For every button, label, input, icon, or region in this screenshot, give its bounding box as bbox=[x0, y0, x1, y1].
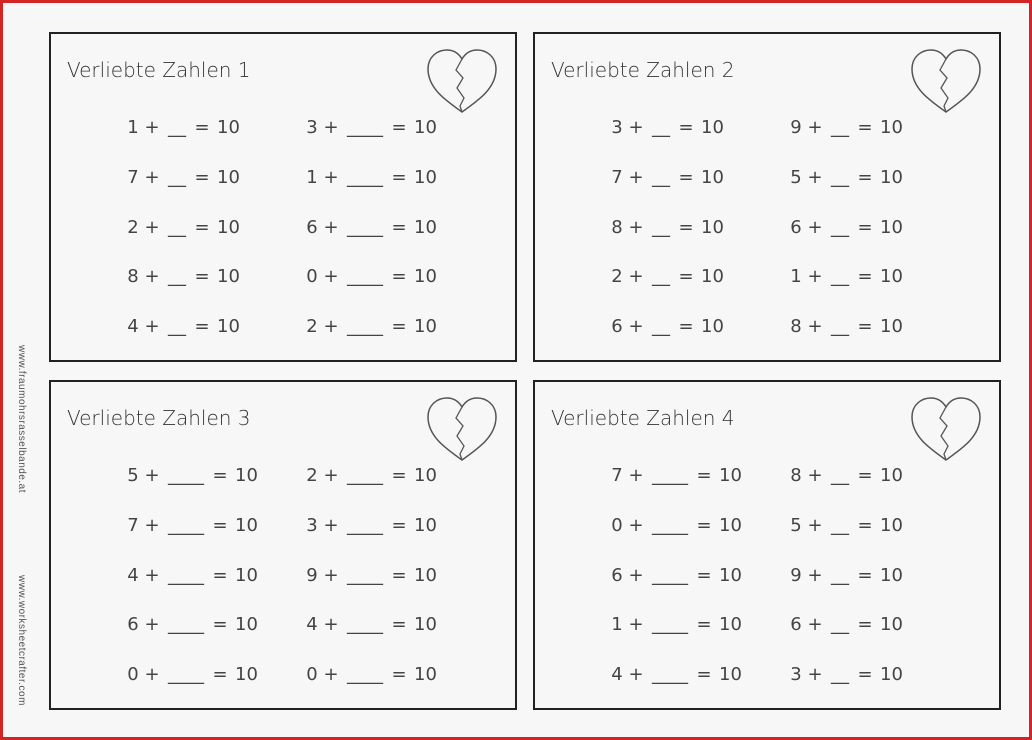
answer-blank[interactable]: ____ bbox=[652, 465, 688, 486]
answer-blank[interactable]: ____ bbox=[652, 614, 688, 636]
sum-value: 10 bbox=[880, 316, 903, 338]
answer-blank[interactable]: ____ bbox=[168, 465, 204, 486]
equation-row bbox=[609, 114, 731, 164]
equation-column-left bbox=[609, 114, 731, 363]
equation-row bbox=[125, 313, 247, 363]
addend: 1 bbox=[790, 266, 802, 288]
equals-sign: = bbox=[678, 266, 694, 288]
answer-blank[interactable]: __ bbox=[652, 166, 670, 188]
equation-row bbox=[788, 661, 910, 711]
addend: 7 bbox=[611, 465, 623, 486]
answer-blank[interactable]: ____ bbox=[347, 614, 383, 636]
equation-row bbox=[609, 611, 749, 661]
addend: 4 bbox=[127, 316, 139, 338]
addend: 2 bbox=[611, 266, 623, 288]
equation-row bbox=[788, 263, 910, 313]
sum-value: 10 bbox=[414, 216, 437, 238]
plus-sign: + bbox=[323, 514, 339, 536]
plus-sign: + bbox=[144, 166, 160, 188]
plus-sign: + bbox=[807, 117, 823, 138]
sum-value: 10 bbox=[719, 465, 742, 486]
addend: 1 bbox=[306, 166, 318, 188]
equation-row bbox=[304, 562, 444, 612]
equals-sign: = bbox=[678, 117, 694, 138]
equation-row bbox=[609, 313, 731, 363]
equation-row bbox=[788, 512, 910, 562]
equation-row bbox=[304, 263, 444, 313]
answer-blank[interactable]: ____ bbox=[168, 564, 204, 586]
sum-value: 10 bbox=[414, 614, 437, 636]
answer-blank[interactable]: ____ bbox=[347, 117, 383, 138]
worksheet-card-4 bbox=[533, 380, 1001, 710]
plus-sign: + bbox=[323, 664, 339, 686]
plus-sign: + bbox=[144, 465, 160, 486]
plus-sign: + bbox=[323, 465, 339, 486]
equals-sign: = bbox=[696, 564, 712, 586]
worksheet-card-3 bbox=[49, 380, 517, 710]
sum-value: 10 bbox=[701, 117, 724, 138]
equation-row bbox=[609, 263, 731, 313]
addend: 5 bbox=[127, 465, 139, 486]
addend: 7 bbox=[127, 166, 139, 188]
plus-sign: + bbox=[807, 316, 823, 338]
equation-row bbox=[609, 214, 731, 264]
equals-sign: = bbox=[194, 166, 210, 188]
sum-value: 10 bbox=[880, 117, 903, 138]
equals-sign: = bbox=[194, 216, 210, 238]
equation-row bbox=[788, 562, 910, 612]
answer-blank[interactable]: __ bbox=[168, 166, 186, 188]
equals-sign: = bbox=[194, 266, 210, 288]
equals-sign: = bbox=[857, 117, 873, 138]
sum-value: 10 bbox=[235, 564, 258, 586]
answer-blank[interactable]: __ bbox=[831, 614, 849, 636]
addend: 2 bbox=[306, 465, 318, 486]
answer-blank[interactable]: __ bbox=[652, 266, 670, 288]
equation-row bbox=[609, 661, 749, 711]
equation-row bbox=[125, 661, 265, 711]
equals-sign: = bbox=[696, 664, 712, 686]
equation-row bbox=[304, 164, 444, 214]
answer-blank[interactable]: __ bbox=[168, 117, 186, 138]
answer-blank[interactable]: __ bbox=[831, 465, 849, 486]
addend: 8 bbox=[790, 316, 802, 338]
worksheet-card-2 bbox=[533, 32, 1001, 362]
addend: 6 bbox=[611, 316, 623, 338]
sum-value: 10 bbox=[880, 664, 903, 686]
equals-sign: = bbox=[696, 614, 712, 636]
equation-row bbox=[304, 611, 444, 661]
card-title: Verliebte Zahlen 2 bbox=[551, 58, 735, 82]
card-title: Verliebte Zahlen 1 bbox=[67, 58, 251, 82]
answer-blank[interactable]: ____ bbox=[347, 166, 383, 188]
plus-sign: + bbox=[807, 266, 823, 288]
equals-sign: = bbox=[857, 465, 873, 486]
sum-value: 10 bbox=[701, 216, 724, 238]
equation-row bbox=[304, 512, 444, 562]
answer-blank[interactable]: ____ bbox=[347, 514, 383, 536]
answer-blank[interactable]: __ bbox=[831, 564, 849, 586]
plus-sign: + bbox=[628, 664, 644, 686]
plus-sign: + bbox=[323, 266, 339, 288]
equation-row bbox=[125, 611, 265, 661]
plus-sign: + bbox=[628, 166, 644, 188]
answer-blank[interactable]: ____ bbox=[347, 564, 383, 586]
equation-row bbox=[609, 462, 749, 512]
equation-row bbox=[125, 512, 265, 562]
plus-sign: + bbox=[628, 514, 644, 536]
addend: 0 bbox=[306, 266, 318, 288]
equals-sign: = bbox=[391, 514, 407, 536]
sum-value: 10 bbox=[880, 266, 903, 288]
equation-row bbox=[125, 214, 247, 264]
worksheet-card-1 bbox=[49, 32, 517, 362]
plus-sign: + bbox=[628, 564, 644, 586]
answer-blank[interactable]: __ bbox=[652, 316, 670, 338]
sum-value: 10 bbox=[701, 266, 724, 288]
addend: 6 bbox=[790, 216, 802, 238]
equation-column-right bbox=[788, 114, 910, 363]
answer-blank[interactable]: __ bbox=[831, 266, 849, 288]
sum-value: 10 bbox=[235, 614, 258, 636]
equals-sign: = bbox=[391, 266, 407, 288]
equation-row bbox=[609, 562, 749, 612]
equation-row bbox=[788, 164, 910, 214]
addend: 0 bbox=[611, 514, 623, 536]
addend: 8 bbox=[127, 266, 139, 288]
equation-column-left bbox=[125, 114, 247, 363]
addend: 3 bbox=[306, 117, 318, 138]
addend: 9 bbox=[790, 564, 802, 586]
equals-sign: = bbox=[857, 614, 873, 636]
addend: 7 bbox=[611, 166, 623, 188]
equals-sign: = bbox=[391, 664, 407, 686]
plus-sign: + bbox=[807, 465, 823, 486]
equals-sign: = bbox=[857, 664, 873, 686]
equation-row bbox=[788, 462, 910, 512]
equation-row bbox=[788, 313, 910, 363]
answer-blank[interactable]: __ bbox=[652, 117, 670, 138]
answer-blank[interactable]: __ bbox=[652, 216, 670, 238]
sum-value: 10 bbox=[217, 266, 240, 288]
sum-value: 10 bbox=[217, 216, 240, 238]
plus-sign: + bbox=[323, 216, 339, 238]
addend: 4 bbox=[306, 614, 318, 636]
addend: 6 bbox=[790, 614, 802, 636]
plus-sign: + bbox=[628, 465, 644, 486]
equals-sign: = bbox=[391, 166, 407, 188]
addend: 3 bbox=[790, 664, 802, 686]
equals-sign: = bbox=[857, 216, 873, 238]
equation-column-right bbox=[304, 114, 444, 363]
sum-value: 10 bbox=[880, 166, 903, 188]
equals-sign: = bbox=[696, 465, 712, 486]
equation-row bbox=[304, 661, 444, 711]
broken-heart-icon bbox=[425, 396, 499, 464]
answer-blank[interactable]: __ bbox=[831, 514, 849, 536]
answer-blank[interactable]: __ bbox=[168, 316, 186, 338]
plus-sign: + bbox=[807, 166, 823, 188]
equation-row bbox=[125, 164, 247, 214]
plus-sign: + bbox=[807, 664, 823, 686]
addend: 4 bbox=[611, 664, 623, 686]
broken-heart-icon bbox=[909, 396, 983, 464]
sum-value: 10 bbox=[719, 564, 742, 586]
addend: 4 bbox=[127, 564, 139, 586]
plus-sign: + bbox=[628, 216, 644, 238]
equals-sign: = bbox=[391, 316, 407, 338]
addend: 0 bbox=[306, 664, 318, 686]
answer-blank[interactable]: ____ bbox=[347, 664, 383, 686]
equals-sign: = bbox=[857, 166, 873, 188]
sum-value: 10 bbox=[217, 166, 240, 188]
addend: 9 bbox=[306, 564, 318, 586]
sum-value: 10 bbox=[414, 117, 437, 138]
addend: 0 bbox=[127, 664, 139, 686]
addend: 1 bbox=[127, 117, 139, 138]
equals-sign: = bbox=[391, 216, 407, 238]
equation-row bbox=[788, 114, 910, 164]
addend: 1 bbox=[611, 614, 623, 636]
equals-sign: = bbox=[391, 465, 407, 486]
sum-value: 10 bbox=[414, 266, 437, 288]
equals-sign: = bbox=[857, 266, 873, 288]
sum-value: 10 bbox=[414, 664, 437, 686]
equals-sign: = bbox=[678, 166, 694, 188]
sum-value: 10 bbox=[880, 465, 903, 486]
answer-blank[interactable]: __ bbox=[168, 266, 186, 288]
answer-blank[interactable]: ____ bbox=[168, 614, 204, 636]
answer-blank[interactable]: ____ bbox=[347, 316, 383, 338]
answer-blank[interactable]: ____ bbox=[652, 564, 688, 586]
answer-blank[interactable]: __ bbox=[831, 166, 849, 188]
addend: 7 bbox=[127, 514, 139, 536]
plus-sign: + bbox=[807, 614, 823, 636]
answer-blank[interactable]: __ bbox=[831, 316, 849, 338]
sum-value: 10 bbox=[414, 465, 437, 486]
plus-sign: + bbox=[323, 316, 339, 338]
equals-sign: = bbox=[678, 316, 694, 338]
plus-sign: + bbox=[323, 614, 339, 636]
sum-value: 10 bbox=[217, 316, 240, 338]
sum-value: 10 bbox=[880, 216, 903, 238]
answer-blank[interactable]: ____ bbox=[652, 514, 688, 536]
equals-sign: = bbox=[212, 564, 228, 586]
answer-blank[interactable]: ____ bbox=[347, 465, 383, 486]
plus-sign: + bbox=[807, 514, 823, 536]
sum-value: 10 bbox=[414, 564, 437, 586]
plus-sign: + bbox=[628, 614, 644, 636]
equals-sign: = bbox=[857, 316, 873, 338]
plus-sign: + bbox=[807, 564, 823, 586]
sum-value: 10 bbox=[235, 465, 258, 486]
equals-sign: = bbox=[391, 117, 407, 138]
equation-row bbox=[304, 114, 444, 164]
addend: 9 bbox=[790, 117, 802, 138]
equals-sign: = bbox=[212, 664, 228, 686]
plus-sign: + bbox=[144, 514, 160, 536]
plus-sign: + bbox=[144, 266, 160, 288]
plus-sign: + bbox=[323, 166, 339, 188]
plus-sign: + bbox=[628, 266, 644, 288]
equals-sign: = bbox=[194, 117, 210, 138]
answer-blank[interactable]: __ bbox=[831, 664, 849, 686]
answer-blank[interactable]: ____ bbox=[347, 266, 383, 288]
equation-row bbox=[304, 313, 444, 363]
plus-sign: + bbox=[144, 564, 160, 586]
side-url-fraumohr: www.fraumohrsrasselbande.at bbox=[16, 345, 27, 494]
equation-row bbox=[304, 214, 444, 264]
sum-value: 10 bbox=[217, 117, 240, 138]
addend: 3 bbox=[306, 514, 318, 536]
equation-row bbox=[788, 214, 910, 264]
equals-sign: = bbox=[857, 514, 873, 536]
sum-value: 10 bbox=[701, 166, 724, 188]
card-title: Verliebte Zahlen 4 bbox=[551, 406, 735, 430]
answer-blank[interactable]: __ bbox=[168, 216, 186, 238]
plus-sign: + bbox=[628, 117, 644, 138]
answer-blank[interactable]: __ bbox=[831, 117, 849, 138]
answer-blank[interactable]: ____ bbox=[168, 514, 204, 536]
sum-value: 10 bbox=[235, 664, 258, 686]
sum-value: 10 bbox=[414, 166, 437, 188]
plus-sign: + bbox=[144, 664, 160, 686]
sum-value: 10 bbox=[880, 514, 903, 536]
equals-sign: = bbox=[678, 216, 694, 238]
answer-blank[interactable]: __ bbox=[831, 216, 849, 238]
sum-value: 10 bbox=[701, 316, 724, 338]
addend: 3 bbox=[611, 117, 623, 138]
equation-column-left bbox=[125, 462, 265, 711]
equals-sign: = bbox=[212, 514, 228, 536]
plus-sign: + bbox=[144, 216, 160, 238]
equation-row bbox=[125, 562, 265, 612]
plus-sign: + bbox=[628, 316, 644, 338]
addend: 5 bbox=[790, 166, 802, 188]
equals-sign: = bbox=[212, 614, 228, 636]
plus-sign: + bbox=[144, 117, 160, 138]
sum-value: 10 bbox=[235, 514, 258, 536]
equals-sign: = bbox=[696, 514, 712, 536]
addend: 2 bbox=[306, 316, 318, 338]
sum-value: 10 bbox=[719, 614, 742, 636]
addend: 6 bbox=[127, 614, 139, 636]
side-url-worksheetcrafter: www.worksheetcrafter.com bbox=[16, 575, 27, 706]
plus-sign: + bbox=[323, 117, 339, 138]
addend: 6 bbox=[611, 564, 623, 586]
sum-value: 10 bbox=[719, 664, 742, 686]
addend: 8 bbox=[790, 465, 802, 486]
equation-column-right bbox=[788, 462, 910, 711]
sum-value: 10 bbox=[414, 316, 437, 338]
equation-row bbox=[609, 164, 731, 214]
sum-value: 10 bbox=[719, 514, 742, 536]
addend: 2 bbox=[127, 216, 139, 238]
equation-row bbox=[609, 512, 749, 562]
equation-column-left bbox=[609, 462, 749, 711]
sum-value: 10 bbox=[414, 514, 437, 536]
broken-heart-icon bbox=[425, 48, 499, 116]
addend: 6 bbox=[306, 216, 318, 238]
addend: 5 bbox=[790, 514, 802, 536]
equation-row bbox=[304, 462, 444, 512]
equation-row bbox=[125, 462, 265, 512]
equals-sign: = bbox=[212, 465, 228, 486]
answer-blank[interactable]: ____ bbox=[347, 216, 383, 238]
plus-sign: + bbox=[144, 614, 160, 636]
sum-value: 10 bbox=[880, 614, 903, 636]
equation-row bbox=[125, 263, 247, 313]
equation-column-right bbox=[304, 462, 444, 711]
plus-sign: + bbox=[323, 564, 339, 586]
card-title: Verliebte Zahlen 3 bbox=[67, 406, 251, 430]
sum-value: 10 bbox=[880, 564, 903, 586]
equals-sign: = bbox=[391, 564, 407, 586]
broken-heart-icon bbox=[909, 48, 983, 116]
plus-sign: + bbox=[144, 316, 160, 338]
equals-sign: = bbox=[194, 316, 210, 338]
answer-blank[interactable]: ____ bbox=[652, 664, 688, 686]
equals-sign: = bbox=[391, 614, 407, 636]
addend: 8 bbox=[611, 216, 623, 238]
equation-row bbox=[788, 611, 910, 661]
equation-row bbox=[125, 114, 247, 164]
answer-blank[interactable]: ____ bbox=[168, 664, 204, 686]
plus-sign: + bbox=[807, 216, 823, 238]
equals-sign: = bbox=[857, 564, 873, 586]
